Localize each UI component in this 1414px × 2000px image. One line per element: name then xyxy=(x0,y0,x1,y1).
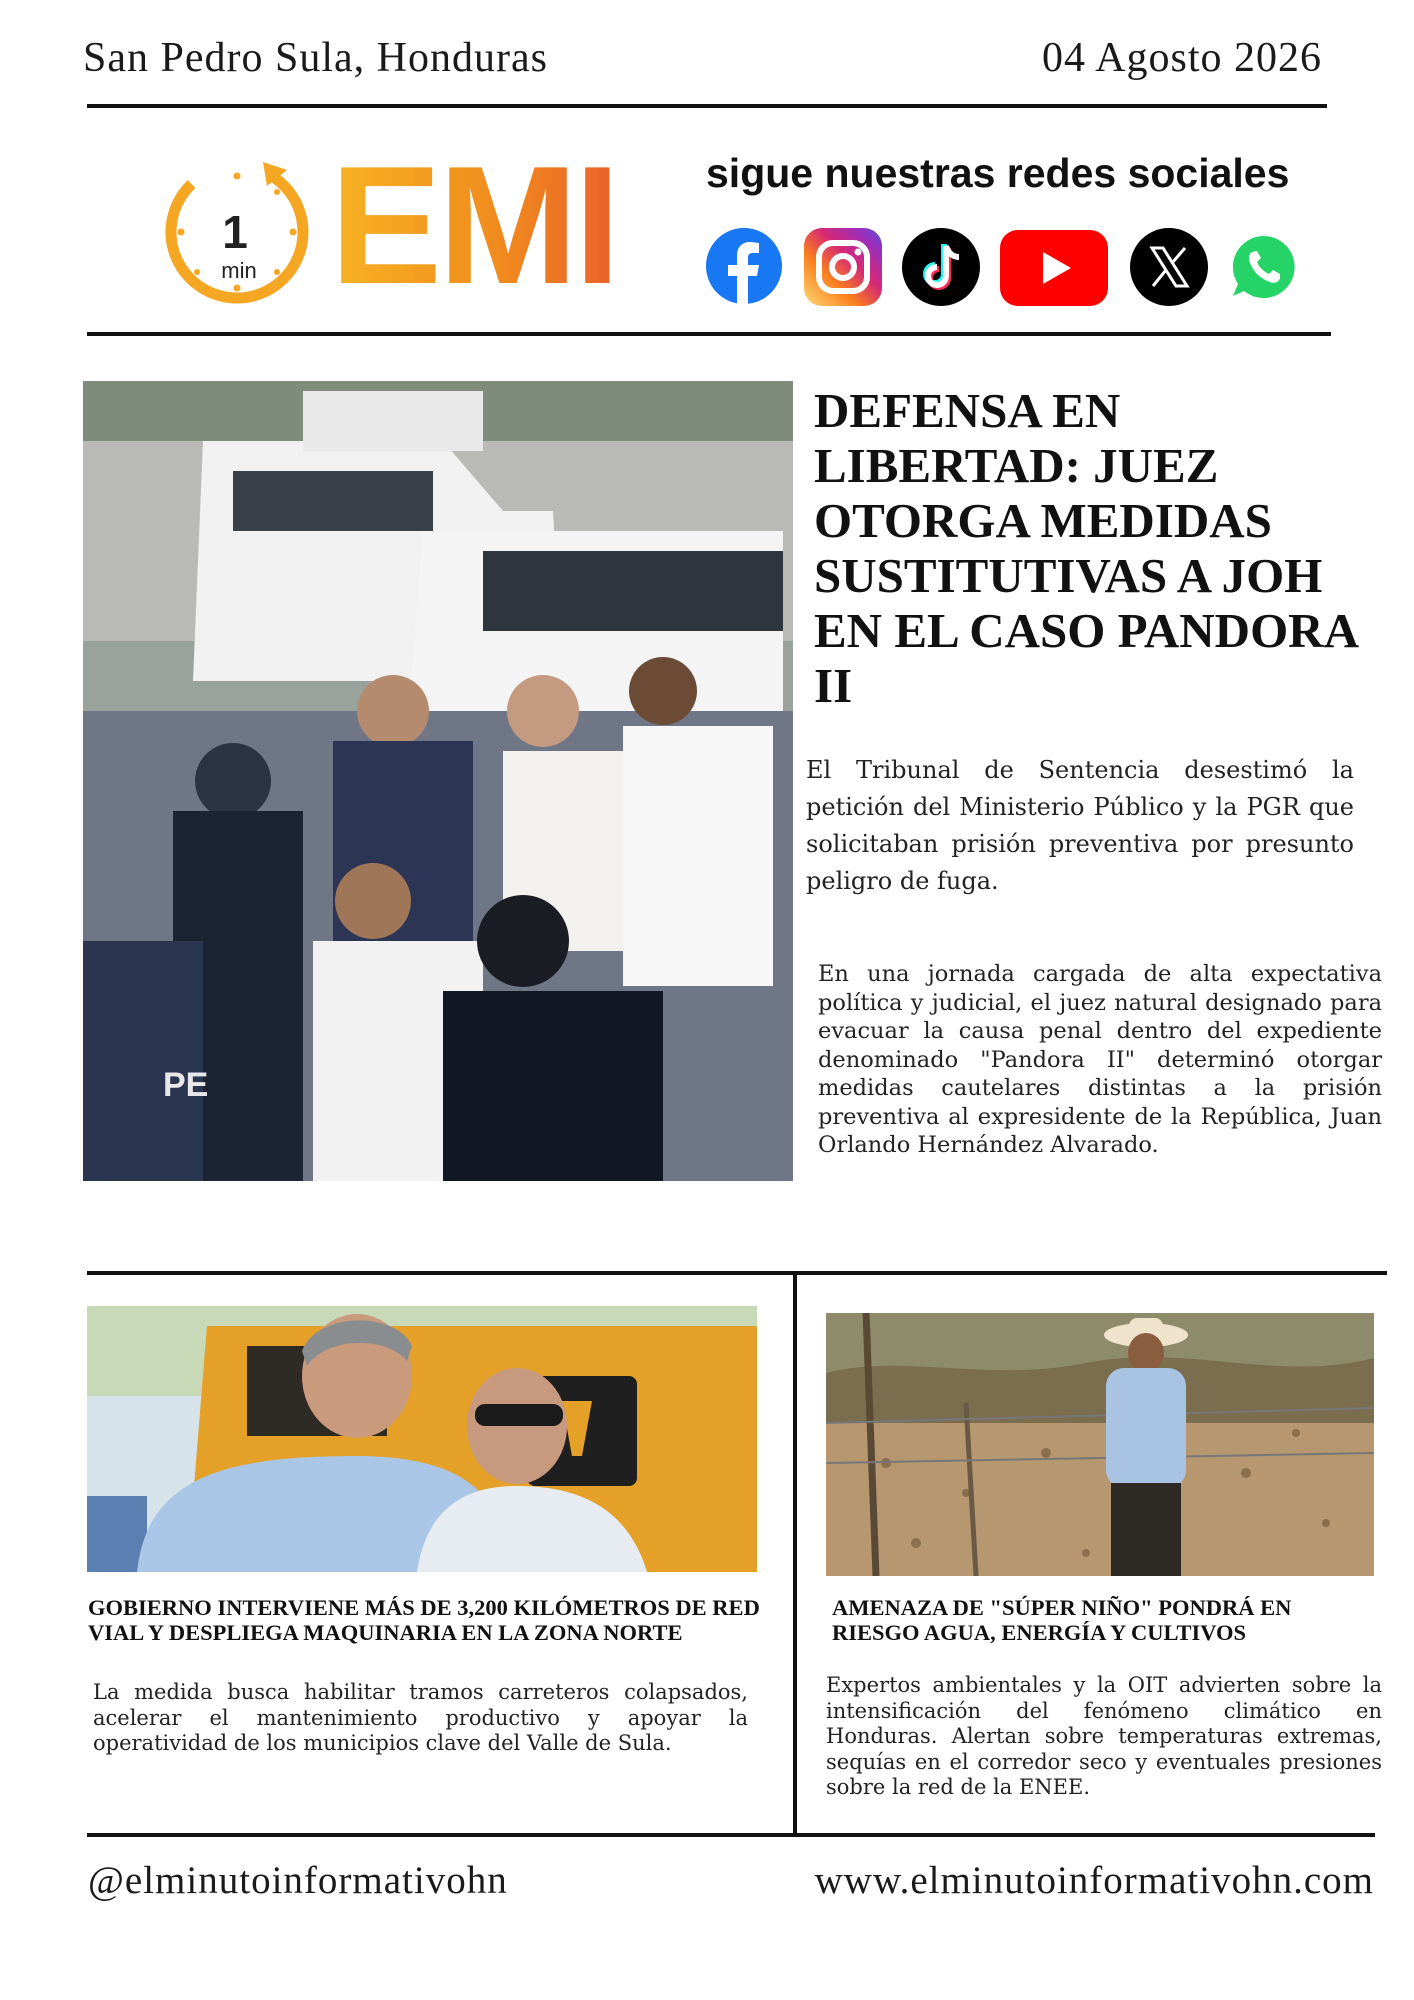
story2-body: La medida busca habilitar tramos carreteros colapsados, acelerar el mantenimiento productivo y apoyar la operatividad de los municipios clave del Valle de Sula. xyxy=(93,1680,748,1755)
whatsapp-icon[interactable] xyxy=(1230,234,1296,300)
section-rule xyxy=(87,1271,1387,1275)
main-story-photo[interactable] xyxy=(83,381,793,1181)
story3-photo[interactable] xyxy=(826,1313,1374,1576)
main-body: En una jornada cargada de alta expectativa política y judicial, el juez natural designado para evacuar la causa penal dentro del expediente denominado "Pandora II" determinó otorgar medidas cautelares distintas a la prisión preventiva al expresidente de la República, Juan Orlando Hernández Alvarado. xyxy=(818,961,1382,1158)
header-bottom-rule xyxy=(87,332,1331,336)
svg-text:1: 1 xyxy=(222,206,248,258)
emi-logo[interactable] xyxy=(155,131,625,319)
svg-text:PE: PE xyxy=(163,1066,209,1104)
clock-icon xyxy=(155,140,325,310)
svg-text:min: min xyxy=(221,258,257,283)
social-title: sigue nuestras redes sociales xyxy=(706,150,1290,196)
main-headline[interactable]: DEFENSA EN LIBERTAD: JUEZ OTORGA MEDIDAS SUSTITUTIVAS A JOH EN EL CASO PANDORA II xyxy=(814,383,1357,713)
main-deck: El Tribunal de Sentencia desestimó la petición del Ministerio Público y la PGR que solicitaban prisión preventiva por presunto peligro de fuga. xyxy=(806,756,1354,895)
location-label: San Pedro Sula, Honduras xyxy=(83,35,548,81)
story2-photo[interactable] xyxy=(87,1306,757,1572)
column-divider xyxy=(793,1271,797,1837)
x-icon[interactable] xyxy=(1130,228,1208,306)
story3-body: Expertos ambientales y la OIT advierten sobre la intensificación del fenómeno climático en Honduras. Alertan sobre temperaturas extremas, sequías en el corredor seco y eventuales presiones sobre la red de la ENEE. xyxy=(826,1673,1382,1799)
story3-headline[interactable]: AMENAZA DE "SÚPER NIÑO" PONDRÁ EN RIESGO AGUA, ENERGÍA Y CULTIVOS xyxy=(832,1595,1292,1645)
website-link[interactable]: www.elminutoinformativohn.com xyxy=(814,1859,1374,1902)
header-top-rule xyxy=(87,104,1327,108)
logo-wordmark: EMI xyxy=(330,131,617,319)
date-label: 04 Agosto 2026 xyxy=(1041,35,1322,81)
facebook-icon[interactable] xyxy=(706,228,782,304)
social-handle-link[interactable]: @elminutoinformativohn xyxy=(88,1859,508,1902)
instagram-icon[interactable] xyxy=(804,228,882,306)
story2-headline[interactable]: GOBIERNO INTERVIENE MÁS DE 3,200 KILÓMETROS DE RED VIAL Y DESPLIEGA MAQUINARIA EN LA ZONA NORTE xyxy=(88,1595,760,1645)
footer-rule xyxy=(87,1833,1375,1837)
youtube-icon[interactable] xyxy=(1000,230,1108,306)
social-icons xyxy=(706,228,1306,306)
tiktok-icon[interactable] xyxy=(902,228,980,306)
